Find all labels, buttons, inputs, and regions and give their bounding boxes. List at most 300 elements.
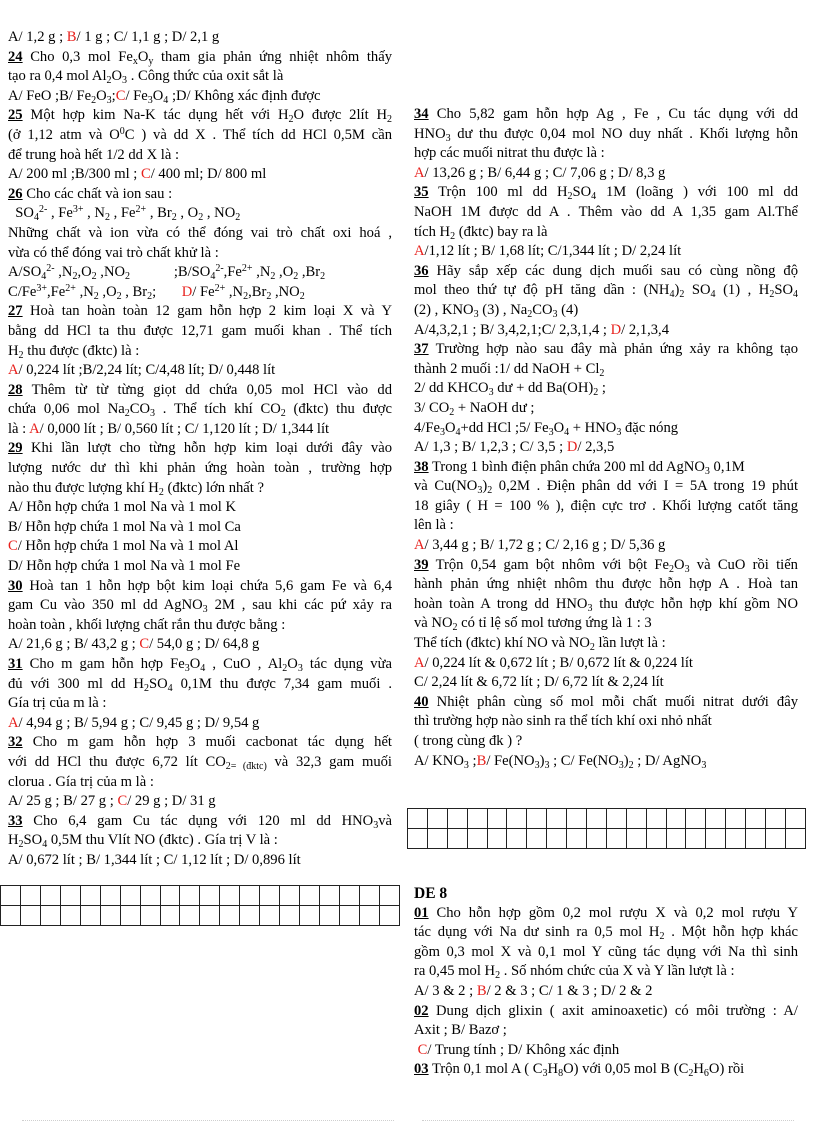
grid-cell [320,906,340,926]
question-text: (3) , Na [478,301,528,318]
question-number: 34 [414,106,429,122]
grid-cell [686,809,706,829]
question-text: thì trường hợp nào sinh ra thể tích khí oxi nhỏ nhất [414,713,712,730]
question-text: . Thể tích khí CO [155,401,281,418]
question-text: Trộn 0,1 mol A ( C [428,1061,543,1078]
subscript: 2= (đktc) [225,760,267,772]
answer-text: A/ 200 ml ;B/300 ml ; [8,166,141,183]
species-list: $SO_4^{2-}$ , $Fe^{3+}$ , $N_2$ , $Fe^{2+}$ , $Br_2$ , $O_2$ , $NO_2$ [8,204,241,224]
question-number: 40 [414,693,429,710]
question-35: 35 Trộn 100 ml dd $H_2SO_4$ 1M (loãng ) với 100 ml dd [414,184,798,203]
question-number: 38 [414,458,429,475]
answer-text: / Fe(NO [486,752,535,769]
grid-cell [487,829,507,849]
question-number: 29 [8,440,23,457]
q37-answers [414,438,798,458]
grid-cell [447,809,467,829]
question-33: 33 Cho 6,4 gam Cu tác dụng với 120 ml dd $HNO_3và$ [8,812,392,831]
grid-cell [746,809,766,829]
grid-cell [427,829,447,849]
grid-cell [666,829,686,849]
question-text: và $Cu(NO_3)_2$ 0,2M . Điện phân dd với I = 5A trong 19 phút [414,478,798,497]
grid-cell [100,886,120,906]
grid-row [408,809,806,829]
answer-text: / Hỗn hợp chứa 1 mol Na và 1 mol Al [17,538,239,555]
answer-text: ; C/ Fe(NO [549,752,619,769]
question-text: Khi lần lượt cho từng hỗn hợp kim loại dưới đây vào [22,440,392,457]
question-text: 0,1M thu được 7,34 gam muối . [172,675,392,692]
question-text: . Số nhóm chức của X và Y lần lượt là : [500,963,735,980]
question-text: O) với 0,05 mol B (C [563,1061,689,1078]
question-number: 03 [414,1061,429,1078]
correct-answer-marker: A [8,362,19,379]
correct-answer-marker: B [66,29,77,45]
question-text: đặc nóng [621,419,679,436]
q39-answers-ab [414,654,798,674]
q34-answers [414,164,798,184]
grid-cell [527,809,547,829]
question-text: $H_2SO_4$ 0,5M thu Vlít NO (đktc) . Gía trị V là : [8,832,278,851]
grid-body [408,809,806,849]
q35-answers [414,242,798,262]
question-text: 2/ dd KHCO [414,380,489,397]
question-text: Thêm từ từ từng giọt dd chứa 0,05 mol HCl vào dd [22,381,392,398]
question-text: C ) và dd X . Thể tích dd HCl 0,5M cần [124,126,392,143]
question-text: và CuO rồi tiến [689,556,798,573]
question-text: đủ với 300 ml dd $H_2SO_4$ 0,1M thu được 7,34 gam muối . [8,675,392,694]
question-text: 1M (loãng ) với 100 ml dd [596,184,798,201]
question-text: thành 2 muối :1/ dd NaOH + Cl [414,360,600,377]
question-40 [414,693,798,713]
correct-answer-marker: C [139,636,150,653]
q33-answers: A/ 0,672 lít ; B/ 1,344 lít ; C/ 1,12 lít ; D/ 0,896 lít [8,851,301,868]
question-text: (đktc) thu được [285,401,392,418]
question-text: Hãy sắp xếp các dung dịch muối sau có cùng nồng độ [428,262,798,279]
correct-answer-marker: C [117,793,128,810]
question-text: tác dụng với Na dư sinh ra 0,5 mol H [414,924,660,941]
question-text: Cho các chất và ion sau : [22,185,173,202]
question-text: hợp các muối nitrat thu được là : [414,145,605,162]
q39-answers-cd: C/ 2,24 lít & 6,72 lít ; D/ 6,72 lít & 2,24 lít [414,674,664,691]
question-text: hoàn toàn , khối lượng chất rắn thu được bằng : [8,616,286,633]
question-text: HNO [414,125,446,142]
answer-text: A/ 1,3 ; B/ 1,2,3 ; C/ 3,5 ; [414,439,567,456]
grid-cell [80,906,100,926]
question-25: 25 Một hợp kim Na-K tác dụng hết với $H_2O$ được 2lít $H_2$ [8,107,393,126]
question-text: (ở 1,12 atm và O [8,126,120,143]
question-34 [414,105,798,125]
question-text: tích $H_2$ (đktc) bay ra là [414,223,548,242]
q30-answers [8,635,392,655]
answer-text: / 3,44 g ; B/ 1,72 g ; C/ 2,16 g ; D/ 5,36 g [424,537,666,554]
question-text: Cho 6,4 gam Cu tác dụng với 120 ml dd HNO [22,812,374,829]
grid-cell [726,829,746,849]
question-text: Cho m gam hỗn hợp Fe [22,656,185,672]
question-text: Trộn 0,54 gam bột nhôm với bột Fe [428,556,670,573]
grid-cell [40,906,60,926]
question-text: và $NO_2$ có tỉ lệ số mol tương ứng là 1 : 3 [414,615,652,634]
grid-cell [606,809,626,829]
question-text: Nhiệt phân cùng số mol mỗi chất muối nitrat dưới đây [428,693,798,710]
grid-cell [280,886,300,906]
question-38: 38 Trong 1 bình điện phân chứa 200 ml dd AgNO$_3$ 0,1M [414,458,745,477]
question-text: . Công thức của oxit sắt là [127,68,284,85]
grid-cell [160,906,180,926]
question-text: clorua . Gía trị của m là : [8,773,154,790]
question-text: 2M , sau khi các pứ xảy ra [207,597,392,614]
page-footer-divider [422,1120,794,1121]
question-text: gồm 0,3 mol X và 0,1 mol Y cũng tác dụng với Na thì sinh [414,943,798,960]
answer-text: / 4,94 g ; B/ 5,94 g ; C/ 9,45 g ; D/ 9,54 g [18,714,260,731]
question-text: 4/Fe [414,419,440,436]
grid-cell [100,906,120,926]
question-text: nào thu được lượng khí H [8,479,159,496]
q32-answers [8,792,392,812]
answer-text: / 2 & 3 ; C/ 1 & 3 ; D/ 2 & 2 [486,982,653,999]
question-text: Gía trị của m là : [8,695,107,712]
grid-cell [379,906,399,926]
grid-cell [120,886,140,906]
question-text: tạo ra 0,4 mol Al [8,68,107,85]
question-text: , CuO , Al [205,656,283,672]
grid-cell [706,809,726,829]
question-number: 35 [414,184,429,201]
q25-answers [8,165,392,185]
grid-cell [260,886,280,906]
grid-cell [379,886,399,906]
question-text: và 32,3 gam muối [266,753,392,770]
question-text: (2) , KNO [414,301,474,318]
grid-cell [180,886,200,906]
grid-cell [686,829,706,849]
answer-text: ;D/ Không xác định được [168,87,321,104]
answer-text: là : [8,420,30,437]
grid-cell [339,906,359,926]
grid-row [1,906,400,926]
grid-cell [40,886,60,906]
question-text: +dd HCl ;5/ Fe [460,419,549,436]
question-text: Những chất và ion vừa có thể đóng vai trò chất oxi hoá , [8,224,392,241]
question-text: SO [684,282,711,299]
answer-text: A/ 1,2 g ; [8,29,67,45]
grid-cell [527,829,547,849]
answer-text: A/4,3,2,1 ; B/ 3,4,2,1;C/ 2,3,1,4 ; [414,321,611,338]
q38-answers [414,536,798,556]
answer-grid-right [407,808,806,849]
section-heading: DE 8 [414,885,448,902]
question-28 [8,381,392,401]
grid-row [408,829,806,849]
question-text: ; [598,380,606,397]
question-number: 39 [414,556,429,573]
question-text: chứa 0,06 mol Na [8,401,125,418]
question-text: $H_2$ thu được (đktc) là : [8,342,140,361]
question-text: ra 0,45 mol $H_2$ . Số nhóm chức của X và Y lần lượt là : [414,963,735,982]
question-text: + HNO [569,419,617,436]
question-text: hoàn toàn A trong dd $HNO_3$ thu được hỗn hợp khí gồm NO [414,595,798,614]
grid-cell [587,809,607,829]
grid-cell [300,906,320,926]
question-29 [8,439,392,459]
answer-text: / 2,1,3,4 [621,321,670,338]
question-text: H [547,1061,559,1078]
question-text: lượng nước dư thì khi phản ứng hoàn toàn , trường hợp [8,460,392,477]
question-text: và Cu(NO [414,478,478,495]
correct-answer-marker: D [566,439,578,456]
grid-cell [408,809,428,829]
question-text: Cho 0,3 mol Fe [22,48,133,65]
question-text: Cho m gam hỗn hợp 3 muối cacbonat tác dụng hết [22,734,392,751]
q40-answers: A/ $KNO_3$ ;B/ $Fe(NO_3)_3$ ; C/ $Fe(NO_3)_2$ ; D/ AgNO$_3$ [414,752,707,771]
question-text: O được 2lít H [293,107,388,124]
question-text: tham gia phản ứng nhiệt nhôm thấy [153,48,393,65]
question-number: 02 [414,1002,429,1019]
question-number: 32 [8,734,23,751]
q27-answers [8,361,392,381]
question-text: gam Cu vào 350 ml dd AgNO$_3$ 2M , sau khi các pứ xảy ra [8,597,392,616]
question-text: có tỉ lệ số mol tương ứng là 1 : 3 [457,615,652,632]
question-text: 0,1M [709,458,745,475]
question-24: 24 Cho 0,3 mol $Fe_xO_y$ tham gia phản ứng nhiệt nhôm thấy [8,48,393,67]
grid-cell [260,906,280,926]
grid-cell [359,906,379,926]
question-text: (đktc) bay ra là [455,223,548,240]
question-37 [414,340,798,360]
question-number: 27 [8,303,23,320]
grid-body [1,886,400,926]
grid-cell [766,829,786,849]
grid-cell [766,809,786,829]
question-text: và NO [414,615,453,632]
grid-cell [1,906,21,926]
question-text: lần lượt là : [594,635,666,652]
question-text: 0,5M thu Vlít NO (đktc) . Gía trị V là : [47,832,278,849]
grid-cell [220,886,240,906]
de8-section [414,884,798,1080]
q31-answers [8,714,392,734]
question-text: lên là : [414,517,454,534]
correct-answer-marker: D [610,321,622,338]
grid-cell [408,829,428,849]
answer-text: / 13,26 g ; B/ 6,44 g ; C/ 7,06 g ; D/ 8,3 g [424,164,666,181]
correct-answer-marker: C [8,538,18,555]
answer-grid-left [0,885,400,926]
question-31: 31 Cho m gam hỗn hợp $Fe_3O_4$ , CuO , $Al_2O_3$ tác dụng vừa [8,656,392,674]
grid-cell [507,829,527,849]
question-text: Trộn 100 ml dd H [428,184,568,201]
question-number: 01 [414,904,429,921]
question-text: H [8,832,19,849]
answer-text: A/ KNO [414,752,464,769]
question-text: Một hợp kim Na-K tác dụng hết với H [22,107,289,124]
grid-cell [180,906,200,926]
question-text: (ở 1,12 atm và $O^0C$ ) và dd X . Thể tích dd HCl 0,5M cần [8,125,392,143]
grid-cell [666,809,686,829]
answer-text: / 54,0 g ; D/ 64,8 g [149,636,260,653]
page-footer-divider [22,1120,394,1121]
grid-cell [200,886,220,906]
correct-answer-marker: A [8,714,19,731]
question-text: gam Cu vào 350 ml dd AgNO [8,597,203,614]
question-text: 0,2M . Điện phân dd với I = 5A trong 19 phút [492,478,798,495]
question-text: ra 0,45 mol H [414,963,496,980]
question-39: 39 Trộn 0,54 gam bột nhôm với bột $Fe_2O_3$ và CuO rồi tiến [414,556,798,575]
correct-answer-marker: A [414,243,425,260]
correct-answer-marker: B [476,982,487,999]
question-text: (2) , $KNO_3$ (3) , $Na_2CO_3$ (4) [414,301,579,320]
question-text: Trong 1 bình điện phân chứa 200 ml dd AgNO [428,458,705,475]
grid-cell [726,809,746,829]
question-26 [8,185,392,205]
grid-cell [467,829,487,849]
question-36 [414,262,798,282]
answer-text: ; [468,752,477,769]
question-text: ( trong cùng đk ) ? [414,733,523,749]
grid-cell [646,829,666,849]
question-text: mol theo thứ tự độ pH tăng dần : $(NH_4)_2$ $SO_4$ (1) , $H_2SO_4$ [414,282,798,301]
question-number: 28 [8,381,23,398]
grid-cell [60,906,80,926]
answer-text: / Fe [125,87,148,104]
grid-cell [160,886,180,906]
answer-text: A/ 3 & 2 ; [414,982,477,999]
q26-answers-ab: $A/SO_4^{2-}$ $,N_2,O_2$ $,NO_2$ $;B/SO_4^{2-},Fe^{2+}$ $,N_2$ $,O_2$ $,Br_2$ [8,263,326,283]
question-text: bằng dd HCl ta thu được 12,71 gam muối khan . Thể tích [8,322,392,339]
grid-cell [606,829,626,849]
correct-answer-marker: A [29,420,40,437]
question-text: + NaOH dư ; [454,399,535,416]
question-text: (đktc) lớn nhất ? [163,479,264,496]
q23-answers [8,28,392,48]
grid-cell [626,829,646,849]
question-text: Trường hợp nào sau đây mà phản ứng xảy ra không tạo [428,341,798,358]
question-text: tác dụng vừa [302,656,392,672]
question-text: Dung dịch glixin ( axit aminoaxetic) có môi trường : A/ [428,1002,798,1019]
option-b: B/ Hỗn hợp chứa 1 mol Na và 1 mol Ca [8,518,241,535]
question-01 [414,904,798,924]
q28-answers [8,420,392,440]
option-c [8,537,392,557]
question-text: Cho 5,82 gam hỗn hợp Ag , Fe , Cu tác dụng với dd [428,106,798,122]
question-text: 18 giây ( H = 100 % ), điện cực trơ . Khối lượng catốt tăng [414,497,798,514]
question-text [8,753,392,773]
answer-text: / 2,3,5 [577,439,615,456]
grid-cell [507,809,527,829]
question-number: 25 [8,107,23,124]
grid-cell [547,829,567,849]
grid-cell [567,829,587,849]
question-text: H [693,1061,704,1078]
question-text: mol theo thứ tự độ pH tăng dần : (NH [414,282,670,299]
question-text: dư + dd Ba(OH) [493,380,594,397]
correct-answer-marker: A [414,654,425,671]
question-number: 37 [414,341,429,358]
question-text: và [378,812,392,829]
grid-cell [20,886,40,906]
question-text: Thể tích (đktc) khí NO và $NO_2$ lần lượt là : [414,635,666,654]
question-text: Hoà tan 1 hỗn hợp bột kim loại chứa 5,6 gam Fe và 6,4 [22,577,392,594]
grid-cell [60,886,80,906]
grid-cell [785,829,805,849]
grid-cell [1,886,21,906]
correct-answer-marker: C [140,166,151,183]
answer-text: / 400 ml; D/ 800 ml [150,166,267,183]
question-text: ) [674,282,680,299]
question-number: 26 [8,185,23,202]
grid-cell [20,906,40,926]
answer-text: A/ 21,6 g ; B/ 43,2 g ; [8,636,140,653]
question-text: Axit ; B/ Bazơ ; [414,1022,507,1039]
question-number: 31 [8,656,23,672]
answer-text: / Trung tính ; D/ Không xác định [427,1041,620,1058]
grid-cell [567,809,587,829]
answer-text: / 1 g ; C/ 1,1 g ; D/ 2,1 g [76,29,220,45]
question-32 [8,733,392,753]
question-text: thành 2 muối :1/ dd NaOH + $Cl_2$ [414,360,605,379]
correct-answer-marker: A [414,537,425,554]
question-text: Cho hỗn hợp gồm 0,2 mol rượu X và 0,2 mol rượu Y [428,904,798,921]
answer-text: /1,12 lít ; B/ 1,68 lít; C/1,344 lít ; D/ 2,24 lít [424,243,682,260]
grid-cell [200,906,220,926]
question-text: để trung hoà hết 1/2 dd X là : [8,146,180,163]
grid-cell [120,906,140,926]
q24-answers: A/ FeO ;B/ $Fe_2O_3;C/$ $Fe_3O_4$ ;D/ Không xác định được [8,87,321,106]
answer-text: / 0,224 lít & 0,672 lít ; B/ 0,672 lít & 0,224 lít [424,654,693,671]
answer-text: / 0,224 lít ;B/2,24 lít; C/4,48 lít; D/ 0,448 lít [18,362,276,379]
right-column [414,105,798,771]
grid-cell [427,809,447,829]
question-27 [8,302,392,322]
option-a: A/ Hỗn hợp chứa 1 mol Na và 1 mol K [8,499,237,516]
grid-cell [547,809,567,829]
question-text: 3/ $CO_2$ + NaOH dư ; [414,399,535,418]
grid-cell [140,886,160,906]
q01-answers [414,982,798,1002]
grid-cell [487,809,507,829]
grid-cell [220,906,240,926]
grid-cell [240,886,260,906]
question-text: 2/ dd $KHCO_3$ dư + dd $Ba(OH)_2$ ; [414,380,606,399]
left-column [8,28,392,871]
answer-text: A/ 25 g ; B/ 27 g ; [8,793,118,810]
grid-cell [240,906,260,926]
question-text: 3/ CO [414,399,450,416]
question-number: 33 [8,812,23,829]
question-text: chứa 0,06 mol $Na_2CO_3$ . Thể tích khí $CO_2$ (đktc) thu được [8,401,392,420]
grid-cell [80,886,100,906]
q26-answers-cd: $C/Fe^{3+},Fe^{2+}$ $,N_2$ $,O_2$ , $Br_2$; D/ $Fe^{2+}$ $,N_2,Br_2$ $,NO_2$ [8,282,305,302]
question-text: Thể tích (đktc) khí NO và NO [414,635,590,652]
grid-cell [320,886,340,906]
grid-cell [339,886,359,906]
question-text: O) rồi [708,1061,745,1078]
grid-cell [626,809,646,829]
question-text: tích H [414,223,451,240]
question-text: (1) , H [715,282,770,299]
q36-answers [414,321,798,341]
grid-cell [746,829,766,849]
grid-cell [646,809,666,829]
correct-answer-marker: B [476,752,487,769]
grid-cell [447,829,467,849]
question-text: tác dụng với Na dư sinh ra 0,5 mol $H_2$ . Một hỗn hợp khác [414,924,798,943]
question-text: nào thu được lượng khí $H_2$ (đktc) lớn nhất ? [8,479,264,498]
grid-cell [467,809,487,829]
question-text: với dd HCl thu được 6,72 lít CO [8,753,226,770]
grid-cell [140,906,160,926]
correct-answer-marker: C [417,1041,428,1058]
grid-cell [300,886,320,906]
